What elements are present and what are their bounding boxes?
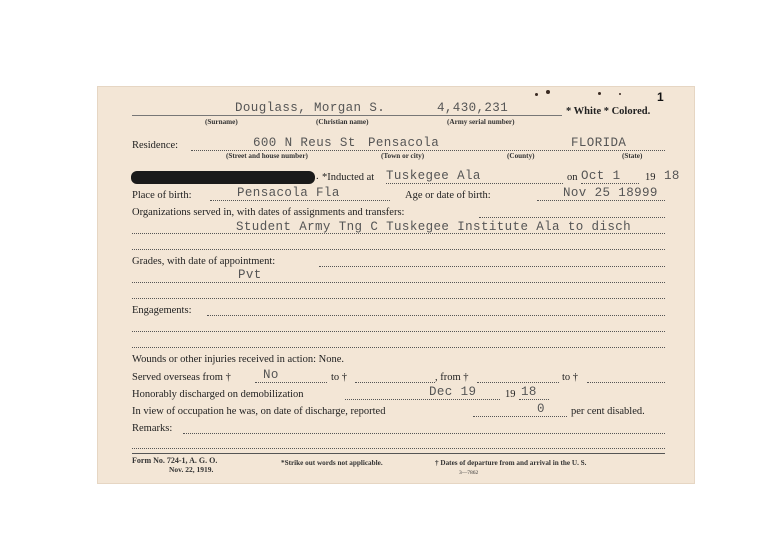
engagements-line-2 [132, 331, 665, 332]
grades-line-2 [132, 282, 665, 283]
birth-date-value: Nov 25 18999 [563, 186, 658, 200]
overseas-from2-label: , from † [435, 372, 469, 383]
print-code: 3—7862 [459, 470, 479, 476]
disability-value: 0 [537, 402, 545, 416]
inducted-date-line [581, 183, 639, 184]
town-caption: (Town or city) [381, 152, 425, 160]
organizations-line-3 [132, 249, 665, 250]
overseas-to2-label: to † [562, 372, 579, 383]
residence-label: Residence: [132, 140, 179, 151]
inducted-on-label: on [567, 172, 578, 183]
state-caption: (State) [622, 152, 643, 160]
discharge-date: Dec 19 [429, 385, 477, 399]
organizations-line-1 [479, 217, 665, 218]
ink-mark [598, 92, 601, 95]
town-value: Pensacola [368, 136, 440, 150]
discharge-date-line [345, 399, 500, 400]
redaction-block [131, 171, 315, 184]
birth-place-line [210, 200, 390, 201]
overseas-label: Served overseas from † [132, 372, 231, 383]
remarks-label: Remarks: [132, 423, 173, 434]
serial-value: 4,430,231 [437, 101, 509, 115]
inducted-line [386, 183, 563, 184]
organizations-label: Organizations served in, with dates of assignments and transfers: [132, 207, 405, 218]
birth-place-value: Pensacola Fla [237, 186, 340, 200]
inducted-year-prefix: 19 [645, 172, 656, 183]
name-line [132, 115, 562, 116]
birth-date-line [537, 200, 665, 201]
disability-label: In view of occupation he was, on date of discharge, reported [132, 406, 386, 417]
residence-line [191, 150, 665, 151]
inducted-place: Tuskegee Ala [386, 169, 481, 183]
engagements-line-1 [207, 315, 665, 316]
race-label: * White * Colored. [566, 106, 651, 117]
street-value: 600 N Reus St [253, 136, 356, 150]
form-number: Form No. 724-1, A. G. O. [132, 456, 218, 465]
discharge-year-line [519, 399, 549, 400]
street-caption: (Street and house number) [226, 152, 308, 160]
grades-value: Pvt [238, 268, 262, 282]
ink-mark [619, 93, 621, 95]
service-record-card [97, 86, 695, 484]
disability-suffix: per cent disabled. [571, 406, 645, 417]
overseas-from-value: No [263, 368, 279, 382]
birth-place-label: Place of birth: [132, 190, 192, 201]
inducted-dot: . [316, 171, 319, 182]
disability-line [473, 416, 567, 417]
overseas-to-line [355, 382, 435, 383]
strike-note: *Strike out words not applicable. [281, 459, 383, 467]
inducted-label: *Inducted at [322, 172, 375, 183]
ink-mark [546, 90, 550, 94]
remarks-line-1 [183, 433, 665, 434]
inducted-date: Oct 1 [581, 169, 621, 183]
grades-line-1 [319, 266, 665, 267]
record-number: 1 [657, 90, 664, 104]
engagements-line-3 [132, 347, 665, 348]
christian-name-caption: (Christian name) [316, 118, 369, 126]
organizations-value: Student Army Tng C Tuskegee Institute Ala to disch [236, 220, 632, 234]
dates-note: † Dates of departure from and arrival in the U. S. [435, 459, 587, 467]
serial-caption: (Army serial number) [447, 118, 515, 126]
county-caption: (County) [507, 152, 535, 160]
overseas-to2-line [587, 382, 665, 383]
ink-mark [535, 93, 538, 96]
discharge-label: Honorably discharged on demobilization [132, 389, 304, 400]
inducted-year: 18 [664, 169, 680, 183]
overseas-from2-line [477, 382, 559, 383]
overseas-from-line [255, 382, 327, 383]
discharge-year-prefix: 19 [505, 389, 516, 400]
wounds-text: Wounds or other injuries received in action: None. [132, 354, 345, 365]
name-value: Douglass, Morgan S. [235, 101, 386, 115]
discharge-year: 18 [521, 385, 537, 399]
grades-line-3 [132, 298, 665, 299]
remarks-line-2 [132, 448, 665, 449]
age-label: Age or date of birth: [405, 190, 491, 201]
form-date: Nov. 22, 1919. [169, 465, 214, 474]
overseas-to-label: to † [331, 372, 348, 383]
engagements-label: Engagements: [132, 305, 192, 316]
footer-rule [132, 453, 665, 454]
grades-label: Grades, with date of appointment: [132, 256, 276, 267]
organizations-line-2 [132, 233, 665, 234]
surname-caption: (Surname) [205, 118, 238, 126]
state-value: FLORIDA [571, 136, 627, 150]
